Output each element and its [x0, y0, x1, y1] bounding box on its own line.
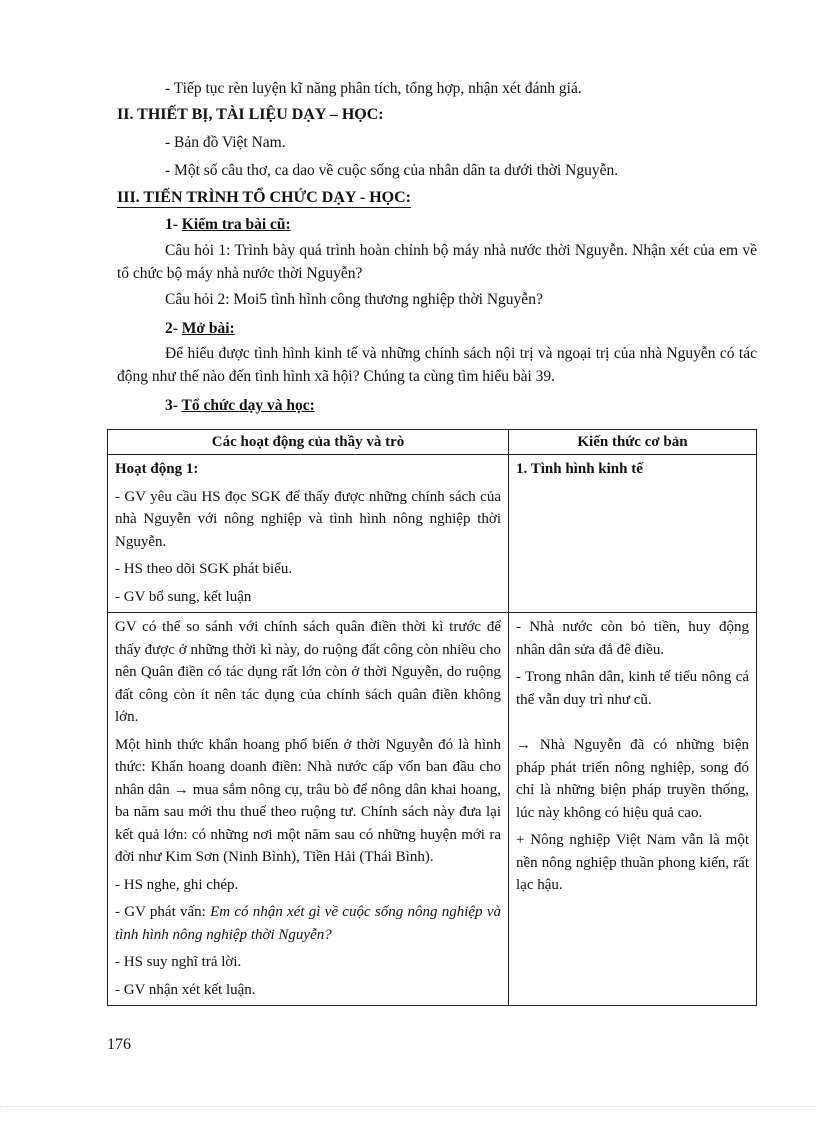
- activity-cell-1: [108, 455, 509, 613]
- knowledge-item: + Nông nghiệp Việt Nam vẫn là một nền nông nghiệp thuần phong kiến, rất lạc hậu.: [516, 832, 749, 893]
- subheading-intro: [165, 318, 235, 340]
- subheading-organize-number: 3-: [165, 397, 182, 414]
- knowledge-conclusion: → Nhà Nguyễn đã có những biện pháp phát triển nông nghiệp, song đó chỉ là những biện pháp truyền thống, lúc này không có hiệu quả cao.: [516, 737, 749, 821]
- subheading-intro-title: Mở bài:: [181, 320, 235, 337]
- question-2: Câu hỏi 2: Moi5 tình hình công thương nghiệp thời Nguyễn?: [165, 291, 543, 308]
- activity-title: Hoạt động 1:: [115, 461, 199, 477]
- knowledge-cell-2: [509, 613, 757, 1006]
- subheading-review: [165, 214, 291, 236]
- section2-heading: II. THIẾT BỊ, TÀI LIỆU DẠY – HỌC:: [117, 106, 384, 123]
- page-number: 176: [107, 1036, 131, 1053]
- activity-item: - GV bổ sung, kết luận: [115, 588, 252, 605]
- activity-question-prefix: - GV phát vấn:: [115, 904, 211, 920]
- lesson-table: [107, 429, 757, 1006]
- subheading-organize-title: Tổ chức dạy và học:: [181, 397, 315, 414]
- activity-item: - GV yêu cầu HS đọc SGK để thấy được những chính sách của nhà Nguyễn với nông nghiệp và tình hình nông nghiệp thời Nguyễn.: [115, 488, 501, 550]
- table-row: [108, 455, 757, 613]
- activity-item: - HS theo dõi SGK phát biểu.: [115, 561, 293, 577]
- intro-bullet: - Tiếp tục rèn luyện kĩ năng phân tích, tổng hợp, nhận xét đánh giá.: [165, 80, 582, 97]
- section3-heading: [117, 187, 411, 209]
- section3-heading-text: III. TIẾN TRÌNH TỔ CHỨC DẠY - HỌC:: [117, 189, 411, 206]
- activity-paragraph: Một hình thức khẩn hoang phổ biến ở thời Nguyễn đó là hình thức: Khẩn hoang doanh điền: Nhà nước cấp vốn ban đầu cho nhân dân → mua sắm nông cụ, trâu bò để nông dân khai hoang, ba năm sau mới thu thuế theo ruộng tư. Chính sách này đưa lại kết quả lớn: có những nơi một năm sau có những huyện mới ra đời như Kim Sơn (Ninh Bình), Tiền Hải (Thái Bình).: [115, 736, 501, 865]
- section2-item-map: - Bản đồ Việt Nam.: [165, 134, 286, 151]
- header-activities: Các hoạt động của thầy và trò: [108, 430, 509, 455]
- knowledge-item: - Trong nhân dân, kinh tế tiểu nông cá thể vẫn duy trì như cũ.: [516, 669, 749, 708]
- subheading-intro-number: 2-: [165, 320, 182, 337]
- subheading-review-number: 1-: [165, 216, 182, 233]
- table-row: [108, 613, 757, 1006]
- subheading-organize: [165, 395, 315, 417]
- footer-divider: [0, 1106, 816, 1108]
- knowledge-cell-1: [509, 455, 757, 613]
- knowledge-item: - Nhà nước còn bỏ tiền, huy động nhân dân sửa đắ đê điều.: [516, 619, 749, 658]
- activity-paragraph: GV có thể so sánh với chính sách quân điền thời kì trước để thấy được ở những thời kì này, do ruộng đất công còn nhiều cho nên Quân điền có tác dụng rất lớn còn ở thời Nguyễn, do ruộng đất công còn ít nên tác dụng của chính sách quân điền không lớn.: [115, 619, 501, 725]
- subheading-review-title: Kiểm tra bài cũ:: [181, 216, 291, 233]
- section2-item-poems: - Một số câu thơ, ca dao về cuộc sống của nhân dân ta dưới thời Nguyễn.: [165, 162, 619, 179]
- header-knowledge: Kiến thức cơ bản: [509, 430, 757, 455]
- intro-paragraph: Để hiểu được tình hình kinh tế và những chính sách nội trị và ngoại trị của nhà Nguyễn có tác động như thế nào đến tình hình xã hội? Chúng ta cùng tìm hiểu bài 39.: [117, 345, 757, 385]
- activity-item: - HS suy nghĩ trả lời.: [115, 954, 242, 970]
- knowledge-title: 1. Tình hình kinh tế: [516, 461, 643, 477]
- question-1: Câu hỏi 1: Trình bày quá trình hoàn chỉnh bộ máy nhà nước thời Nguyễn. Nhận xét của em về tổ chức bộ máy nhà nước thời Nguyễn?: [117, 242, 757, 282]
- activity-item: - GV nhận xét kết luận.: [115, 981, 256, 998]
- activity-question-text: Em có nhận xét gì về cuộc sống nông nghiệp và tình hình nông nghiệp thời Nguyễn?: [115, 904, 501, 943]
- knowledge-spacer: [516, 716, 749, 734]
- activity-item: - HS nghe, ghi chép.: [115, 876, 239, 893]
- activity-question: [115, 901, 501, 946]
- activity-cell-2: [108, 613, 509, 1006]
- table-header-row: [108, 430, 757, 455]
